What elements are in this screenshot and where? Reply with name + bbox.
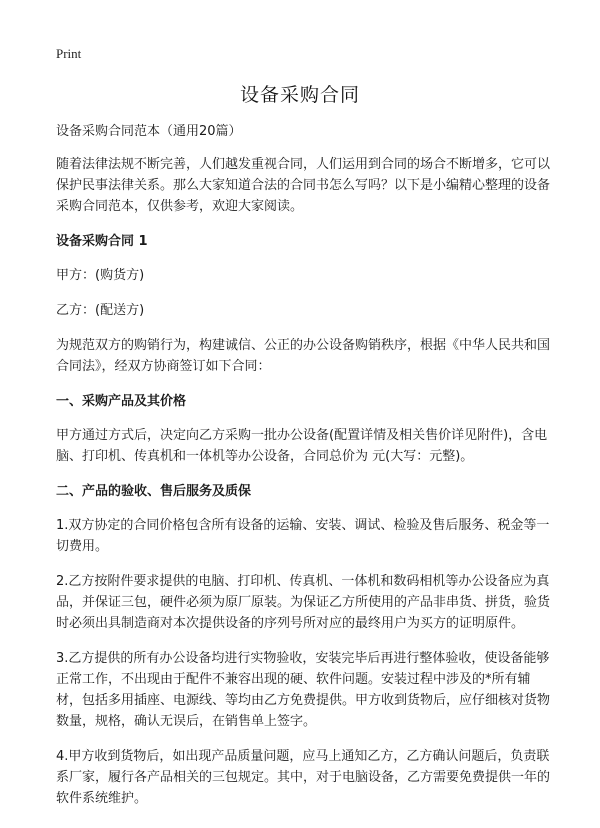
document-subtitle: 设备采购合同范本（通用20篇）	[56, 124, 242, 139]
preamble-paragraph: 为规范双方的购销行为，构建诚信、公正的办公设备购销秩序，根据《中华人民共和国合同法》，经双方协商签订如下合同：	[56, 338, 551, 374]
clause-2: 2.乙方按附件要求提供的电脑、打印机、传真机、一体机和数码相机等办公设备应为真品，并保证三包，硬件必须为原厂原装。为保证乙方所使用的产品非串货、拼货，验货时必须出具制造商对本次提供设备的序列号所对应的最终用户为买方的证明原件。	[56, 574, 551, 631]
section1-heading: 一、采购产品及其价格	[56, 394, 187, 409]
intro-paragraph: 随着法律法规不断完善，人们越发重视合同，人们运用到合同的场合不断增多，它可以保护民事法律关系。那么大家知道合法的合同书怎么写吗？以下是小编精心整理的设备采购合同范本，仅供参考，欢迎大家阅读。	[56, 157, 551, 214]
print-label: Print	[56, 46, 82, 61]
clause-4: 4.甲方收到货物后，如出现产品质量问题，应马上通知乙方，乙方确认问题后，负责联系厂家，履行各产品相关的三包规定。其中，对于电脑设备，乙方需要免费提供一年的软件系统维护。	[56, 749, 551, 806]
clause-1: 1.双方协定的合同价格包含所有设备的运输、安装、调试、检验及售后服务、税金等一切费用。	[56, 518, 550, 554]
section1-body: 甲方通过方式后，决定向乙方采购一批办公设备(配置详情及相关售价详见附件)，含电脑、打印机、传真机和一体机等办公设备，合同总价为 元(大写：元整)。	[56, 428, 548, 464]
party-a-line: 甲方：(购货方)	[56, 268, 145, 283]
contract-heading: 设备采购合同 1	[56, 234, 148, 249]
party-b-line: 乙方：(配送方)	[56, 303, 145, 318]
clause-3: 3.乙方提供的所有办公设备均进行实物验收，安装完毕后再进行整体验收，使设备能够正常工作，不出现由于配件不兼容出现的硬、软件问题。安装过程中涉及的*所有辅材，包括多用插座、电源线、等均由乙方免费提供。甲方收到货物后，应仔细核对货物数量，规格，确认无误后，在销售单上签字。	[56, 651, 551, 729]
document-body	[56, 121, 550, 823]
document-title: 设备采购合同	[239, 84, 360, 106]
section2-heading: 二、产品的验收、售后服务及质保	[56, 484, 252, 499]
